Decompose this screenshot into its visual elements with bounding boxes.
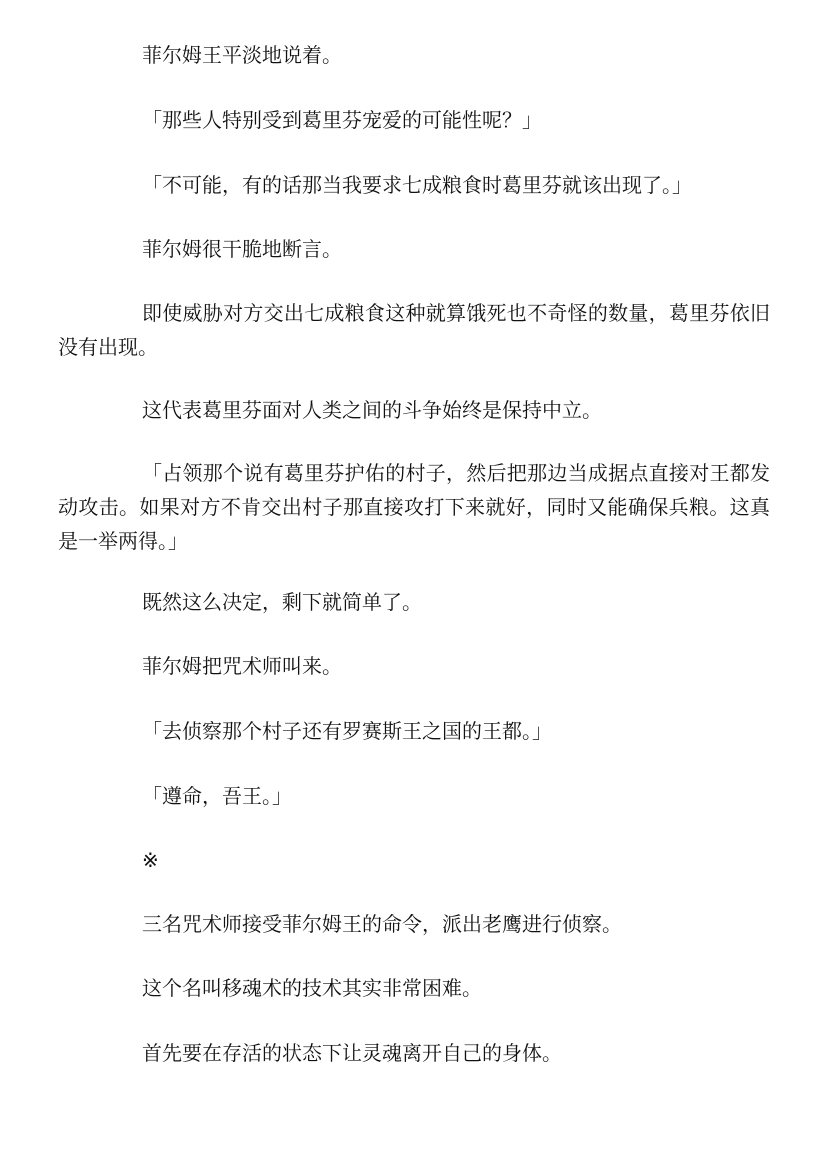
paragraph-3: 「不可能，有的话那当我要求七成粮食时葛里芬就该出现了。」 (142, 173, 692, 197)
paragraph-12: 三名咒术师接受菲尔姆王的命令，派出老鹰进行侦察。 (142, 912, 622, 936)
paragraph-13: 这个名叫移魂术的技术其实非常困难。 (142, 976, 482, 1000)
paragraph-1: 菲尔姆王平淡地说着。 (142, 43, 342, 67)
scene-break-mark: ※ (142, 848, 159, 872)
paragraph-5: 即使威胁对方交出七成粮食这种就算饿死也不奇怪的数量，葛里芬依旧没有出现。 (58, 301, 770, 359)
paragraph-9: 菲尔姆把咒术师叫来。 (142, 654, 342, 678)
paragraph-11: 「遵命，吾王。」 (142, 784, 292, 808)
paragraph-10: 「去侦察那个村子还有罗赛斯王之国的王都。」 (142, 719, 552, 743)
paragraph-6: 这代表葛里芬面对人类之间的斗争始终是保持中立。 (142, 398, 602, 422)
paragraph-2: 「那些人特别受到葛里芬宠爱的可能性呢？」 (142, 108, 542, 132)
paragraph-4: 菲尔姆很干脆地断言。 (142, 237, 342, 261)
paragraph-7: 「占领那个说有葛里芬护佑的村子，然后把那边当成据点直接对王都发动攻击。如果对方不肯交出村子那直接攻打下来就好，同时又能确保兵粮。这真是一举两得。」 (58, 461, 770, 553)
paragraph-8: 既然这么决定，剩下就简单了。 (142, 590, 422, 614)
paragraph-14: 首先要在存活的状态下让灵魂离开自己的身体。 (142, 1041, 562, 1065)
